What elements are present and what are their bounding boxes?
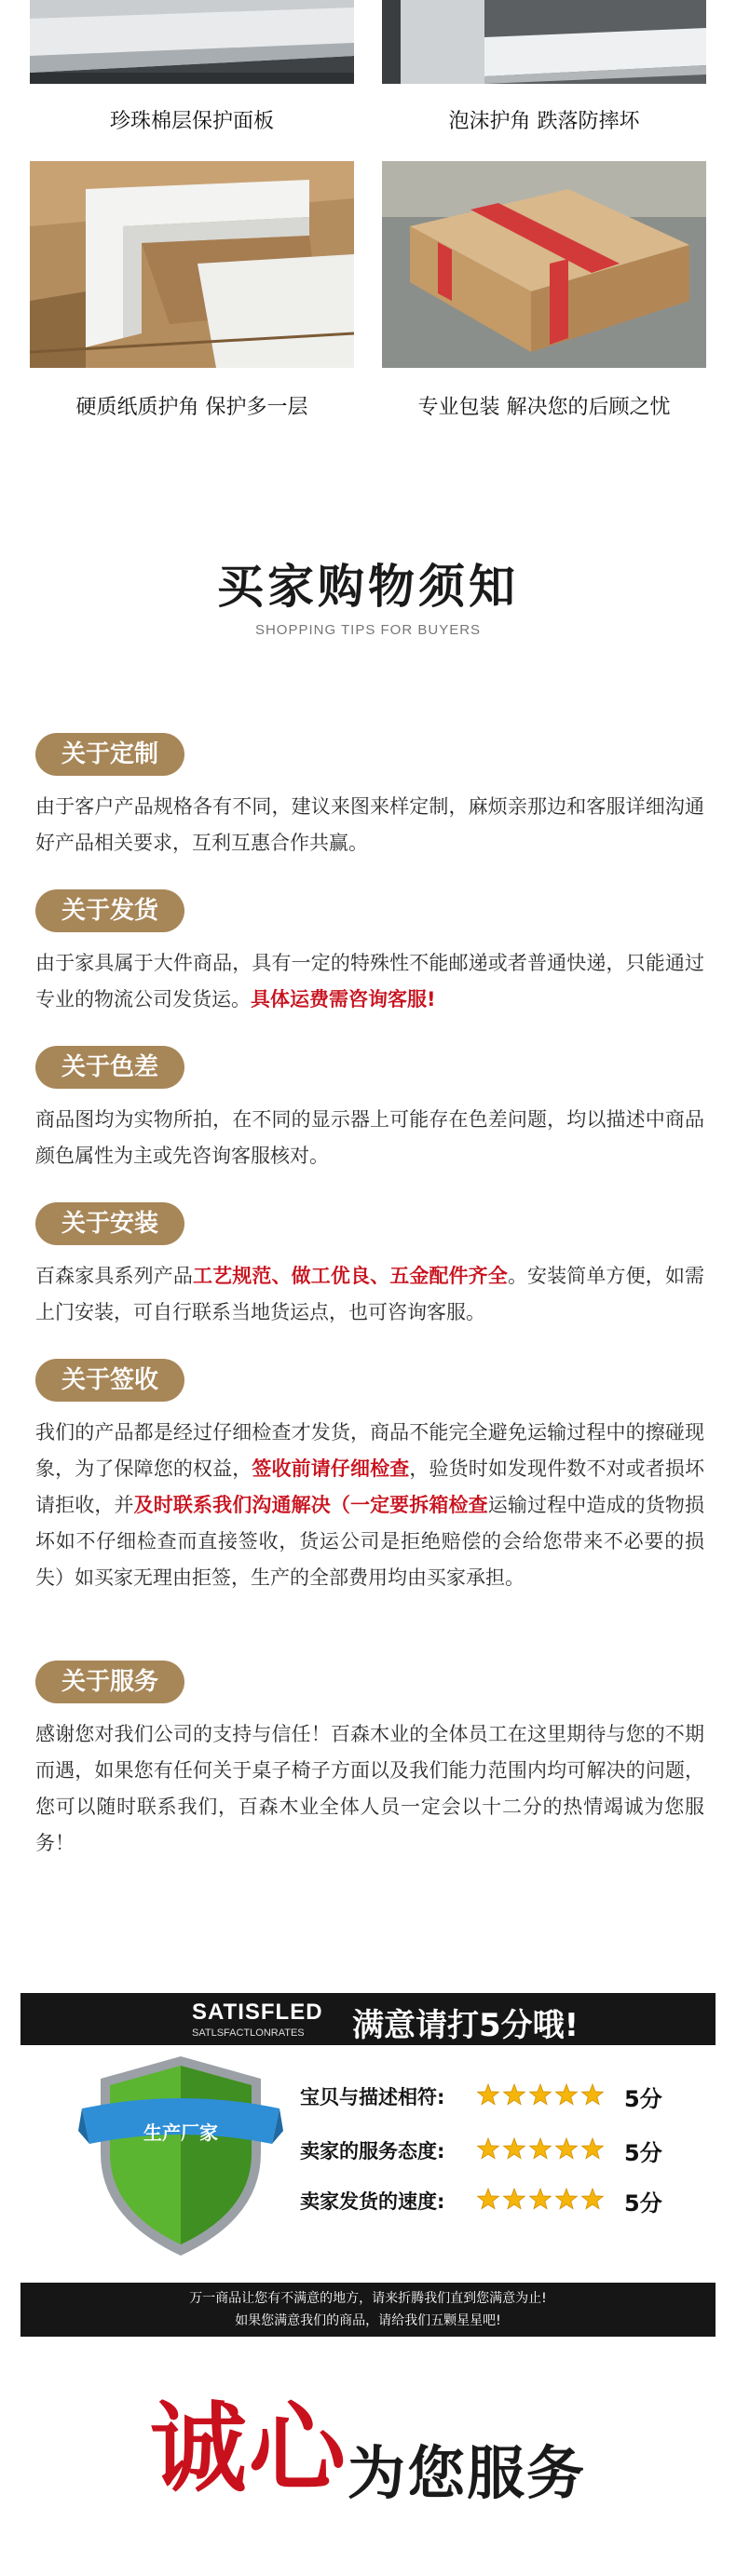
- slogan-big: 诚心: [149, 2392, 348, 2505]
- notice-badge: 关于定制: [35, 733, 184, 776]
- rating-header: [20, 1993, 716, 2045]
- notice-color-difference: [35, 1046, 704, 1174]
- star-icon: [556, 2084, 578, 2105]
- notice-highlight: 工艺规范、做工优良、五金配件齐全: [192, 1265, 508, 1287]
- star-icon: [582, 2189, 604, 2209]
- star-icon: [504, 2189, 525, 2209]
- star-icon: [582, 2138, 604, 2159]
- notice-highlight: 具体运费需咨询客服!: [251, 988, 436, 1010]
- rating-footer: [20, 2283, 716, 2337]
- notice-text: 感谢您对我们公司的支持与信任！百森木业的全体员工在这里期待与您的不期而遇，如果您有任何关于桌子椅子方面以及我们能力范围内均可解决的问题，您可以随时联系我们，百森木业全体人员一定会以十二分的热情竭诚为您服务！: [35, 1723, 704, 1854]
- star-icon: [530, 2138, 552, 2159]
- star-icon: [478, 2084, 499, 2105]
- notice-text: [35, 1258, 704, 1331]
- notice-shipping: [35, 889, 704, 1018]
- notice-text: 商品图均为实物所拍，在不同的显示器上可能存在色差问题，均以描述中商品颜色属性为主或先咨询客服核对。: [35, 1108, 704, 1167]
- slogan-rest: 为您服务: [348, 2439, 587, 2507]
- shield-icon: [78, 2051, 283, 2261]
- foam-corner-photo: [382, 0, 706, 84]
- rating-footer-line: 如果您满意我们的商品，请给我们五颗星星吧!: [235, 2313, 501, 2328]
- packed-carton-photo: [382, 161, 706, 368]
- shield-label: 生产厂家: [143, 2122, 218, 2144]
- notice-text: 由于客户产品规格各有不同，建议来图来样定制，麻烦亲那边和客服详细沟通好产品相关要求，互利互惠合作共赢。: [35, 795, 704, 854]
- service-slogan: [0, 2370, 736, 2510]
- rating-label: 卖家发货的速度:: [300, 2190, 445, 2213]
- stars-icon: [475, 2082, 606, 2108]
- rating-score: 5分: [624, 2086, 662, 2112]
- star-icon: [530, 2084, 552, 2105]
- rating-score: 5分: [624, 2140, 662, 2166]
- notice-text-part: 由于家具属于大件商品，具有一定的特殊性不能邮递或者普通快递，只能通过专业的物流公司发货运。: [35, 952, 704, 1010]
- rating-header-en-small: SATLSFACTLONRATES: [192, 2027, 305, 2039]
- photo-caption: 泡沫护角 跌落防摔坏: [448, 110, 640, 133]
- notice-text-part: ，验货时如发现件数不对或者损坏请拒收，并: [35, 1457, 705, 1516]
- star-icon: [504, 2138, 525, 2159]
- notice-customization: [35, 733, 704, 861]
- notice-badge: 关于签收: [35, 1359, 184, 1402]
- star-icon: [556, 2138, 578, 2159]
- notice-badge: 关于安装: [35, 1202, 184, 1245]
- notice-installation: [35, 1202, 704, 1331]
- notice-text-part: 百森家具系列产品: [35, 1265, 193, 1287]
- pearl-cotton-panel-photo: [30, 0, 354, 84]
- rating-header-cn: 满意请打5分哦!: [352, 2007, 579, 2044]
- notice-service: [35, 1661, 704, 1862]
- photo-caption: 专业包装 解决您的后顾之忧: [417, 396, 671, 419]
- notice-text-part: 运输过程中造成的货物损坏如不仔细检查而直接签收，货运公司是拒绝赔偿的会给您带来不必要的损失）如买家无理由拒签，生产的全部费用均由买家承担。: [35, 1494, 705, 1589]
- paper-corner-photo: [30, 161, 354, 368]
- notice-badge: 关于服务: [35, 1661, 184, 1703]
- photo-caption: 硬质纸质护角 保护多一层: [75, 396, 308, 419]
- rating-score: 5分: [624, 2190, 662, 2217]
- tips-title: 买家购物须知: [217, 560, 519, 614]
- star-icon: [530, 2189, 552, 2209]
- rating-body: [20, 2045, 716, 2283]
- rating-label: 宝贝与描述相符:: [300, 2086, 445, 2108]
- rating-footer-line: 万一商品让您有不满意的地方，请来折腾我们直到您满意为止!: [189, 2291, 547, 2306]
- stars-icon: [475, 2136, 606, 2162]
- notice-badge: 关于色差: [35, 1046, 184, 1089]
- notice-text: [35, 1415, 704, 1596]
- notice-highlight: 签收前请仔细检查: [252, 1457, 410, 1480]
- star-icon: [478, 2138, 499, 2159]
- photo-caption: 珍珠棉层保护面板: [109, 110, 274, 133]
- notice-text: [35, 945, 704, 1018]
- notice-highlight: 及时联系我们沟通解决（一定要拆箱检查: [133, 1494, 488, 1516]
- notice-badge: 关于发货: [35, 889, 184, 932]
- star-icon: [582, 2084, 604, 2105]
- tips-subtitle: SHOPPING TIPS FOR BUYERS: [254, 622, 482, 638]
- star-icon: [556, 2189, 578, 2209]
- star-icon: [478, 2189, 499, 2209]
- star-icon: [504, 2084, 525, 2105]
- notice-text-part: 。安装简单方便，如需上门安装，可自行联系当地货运点，也可咨询客服。: [35, 1265, 705, 1323]
- rating-label: 卖家的服务态度:: [300, 2140, 445, 2162]
- notice-signing: [35, 1359, 704, 1596]
- packaging-photo-grid: [0, 0, 736, 419]
- stars-icon: [475, 2187, 606, 2213]
- notice-text-part: 我们的产品都是经过仔细检查才发货，商品不能完全避免运输过程中的擦碰现象，为了保障您的权益，: [35, 1421, 704, 1480]
- rating-header-en: SATISFLED: [192, 2000, 323, 2025]
